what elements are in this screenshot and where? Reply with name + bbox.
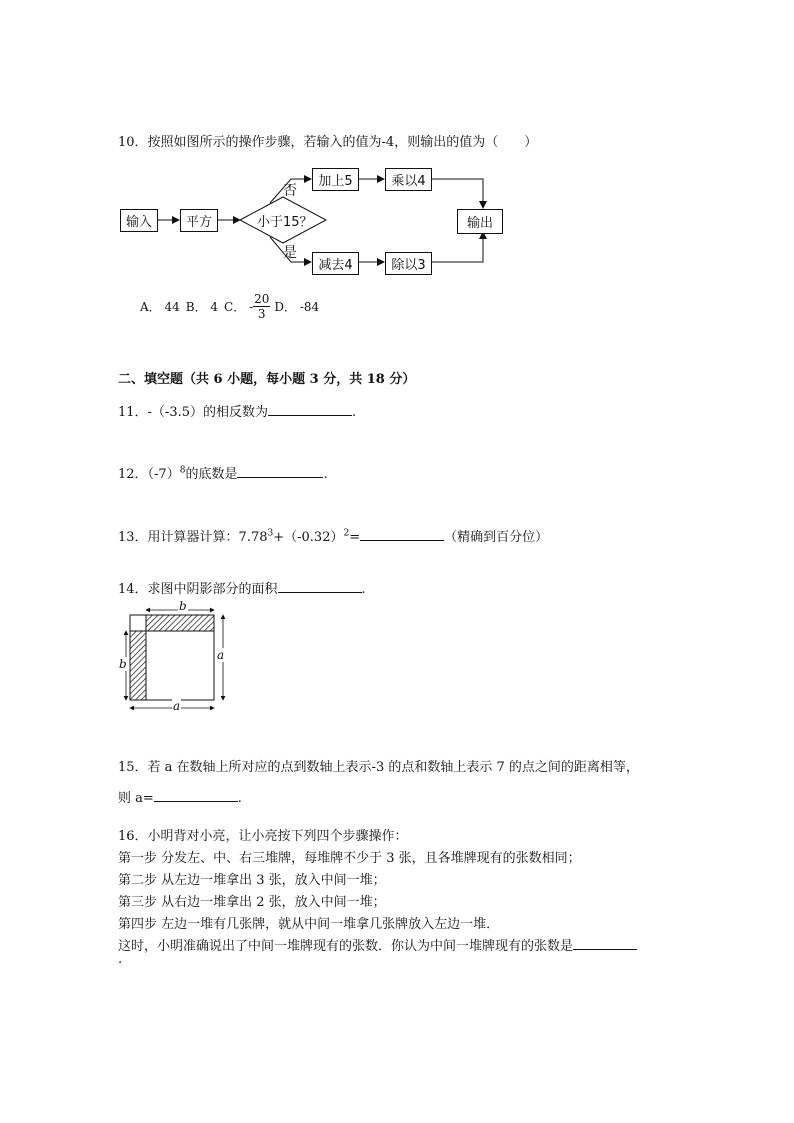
- label-right-a: a: [217, 648, 225, 662]
- q13-mid: +（-0.32）: [273, 530, 344, 545]
- flow-output-box: 输出: [457, 209, 503, 234]
- q16-end: .: [118, 952, 123, 967]
- q16-intro: 16．小明背对小亮，让小亮按下列四个步骤操作：: [118, 829, 408, 844]
- q16-last-text: 这时，小明准确说出了中间一堆牌现有的张数．你认为中间一堆牌现有的张数是: [118, 939, 574, 954]
- q16-step4: 第四步 左边一堆有几张牌，就从中间一堆拿几张牌放入左边一堆．: [118, 917, 500, 932]
- flow-yes-label: 是: [283, 245, 297, 261]
- flow-div3-box: 除以3: [385, 252, 432, 275]
- q12-end: .: [323, 467, 328, 482]
- option-c-numerator: 20: [254, 291, 270, 306]
- option-c-denominator: 3: [257, 306, 266, 321]
- q14: [118, 578, 366, 597]
- q13-eq: =: [349, 530, 361, 545]
- q14-text: 14．求图中阴影部分的面积: [118, 582, 278, 597]
- label-top-b: b: [179, 599, 187, 613]
- q16-answer-blank[interactable]: [573, 936, 637, 950]
- q13-note: （精确到百分位）: [444, 530, 549, 545]
- option-c-fraction: [253, 292, 270, 321]
- q13-exponent-2: 2: [343, 528, 350, 539]
- option-d: D． -84: [274, 299, 320, 314]
- section-2-title: 二、填空题（共 6 小题，每小题 3 分，共 18 分）: [118, 372, 416, 387]
- q12-answer-blank[interactable]: [237, 464, 323, 478]
- option-a: A． 44: [140, 299, 180, 314]
- q16-last: [118, 935, 637, 954]
- flow-add5-box: 加上5: [312, 168, 359, 191]
- q11-text: 11．-（-3.5）的相反数为: [118, 405, 269, 420]
- q10-options: [140, 288, 319, 324]
- q15-end: .: [237, 791, 242, 806]
- label-bottom-a: a: [173, 699, 181, 713]
- q14-answer-blank[interactable]: [278, 579, 362, 593]
- q12-prefix: 12．（-7）: [118, 467, 180, 482]
- flow-mul4-box: 乘以4: [385, 168, 432, 191]
- q16-step1: 第一步 分发左、中、右三堆牌，每堆牌不少于 3 张，且各堆牌现有的张数相同；: [118, 851, 581, 866]
- flow-sub4-box: 减去4: [312, 252, 359, 275]
- q15-line1: 15．若 a 在数轴上所对应的点到数轴上表示-3 的点和数轴上表示 7 的点之间的距离相等，: [118, 760, 639, 775]
- flow-no-label: 否: [283, 183, 297, 199]
- q10-stem: 10．按照如图所示的操作步骤，若输入的值为-4，则输出的值为（ ）: [118, 135, 538, 150]
- q15-prefix: 则 a=: [118, 791, 154, 806]
- flow-condition-label: 小于15？: [257, 215, 313, 230]
- q14-figure: [116, 600, 236, 716]
- q13-exponent-1: 3: [267, 528, 274, 539]
- q16-step3: 第三步 从右边一堆拿出 2 张，放入中间一堆；: [118, 895, 386, 910]
- q13-prefix: 13．用计算器计算：7.78: [118, 530, 268, 545]
- q15-answer-blank[interactable]: [154, 788, 238, 802]
- q12: [118, 463, 328, 482]
- q12-exponent: 8: [179, 465, 186, 476]
- q15-line2: [118, 787, 242, 806]
- flow-square-box: 平方: [180, 209, 218, 232]
- q12-suffix: 的底数是: [185, 467, 238, 482]
- q11: [118, 401, 356, 420]
- q11-answer-blank[interactable]: [268, 402, 352, 416]
- label-left-b: b: [119, 657, 127, 671]
- flow-input-box: 输入: [120, 209, 158, 232]
- q16-step2: 第二步 从左边一堆拿出 3 张，放入中间一堆；: [118, 873, 386, 888]
- q13: [118, 526, 548, 545]
- q11-end: .: [352, 405, 357, 420]
- option-b: B． 4: [185, 299, 219, 314]
- option-c-prefix: C． -: [224, 299, 254, 314]
- q13-answer-blank[interactable]: [360, 527, 444, 541]
- q14-end: .: [361, 582, 366, 597]
